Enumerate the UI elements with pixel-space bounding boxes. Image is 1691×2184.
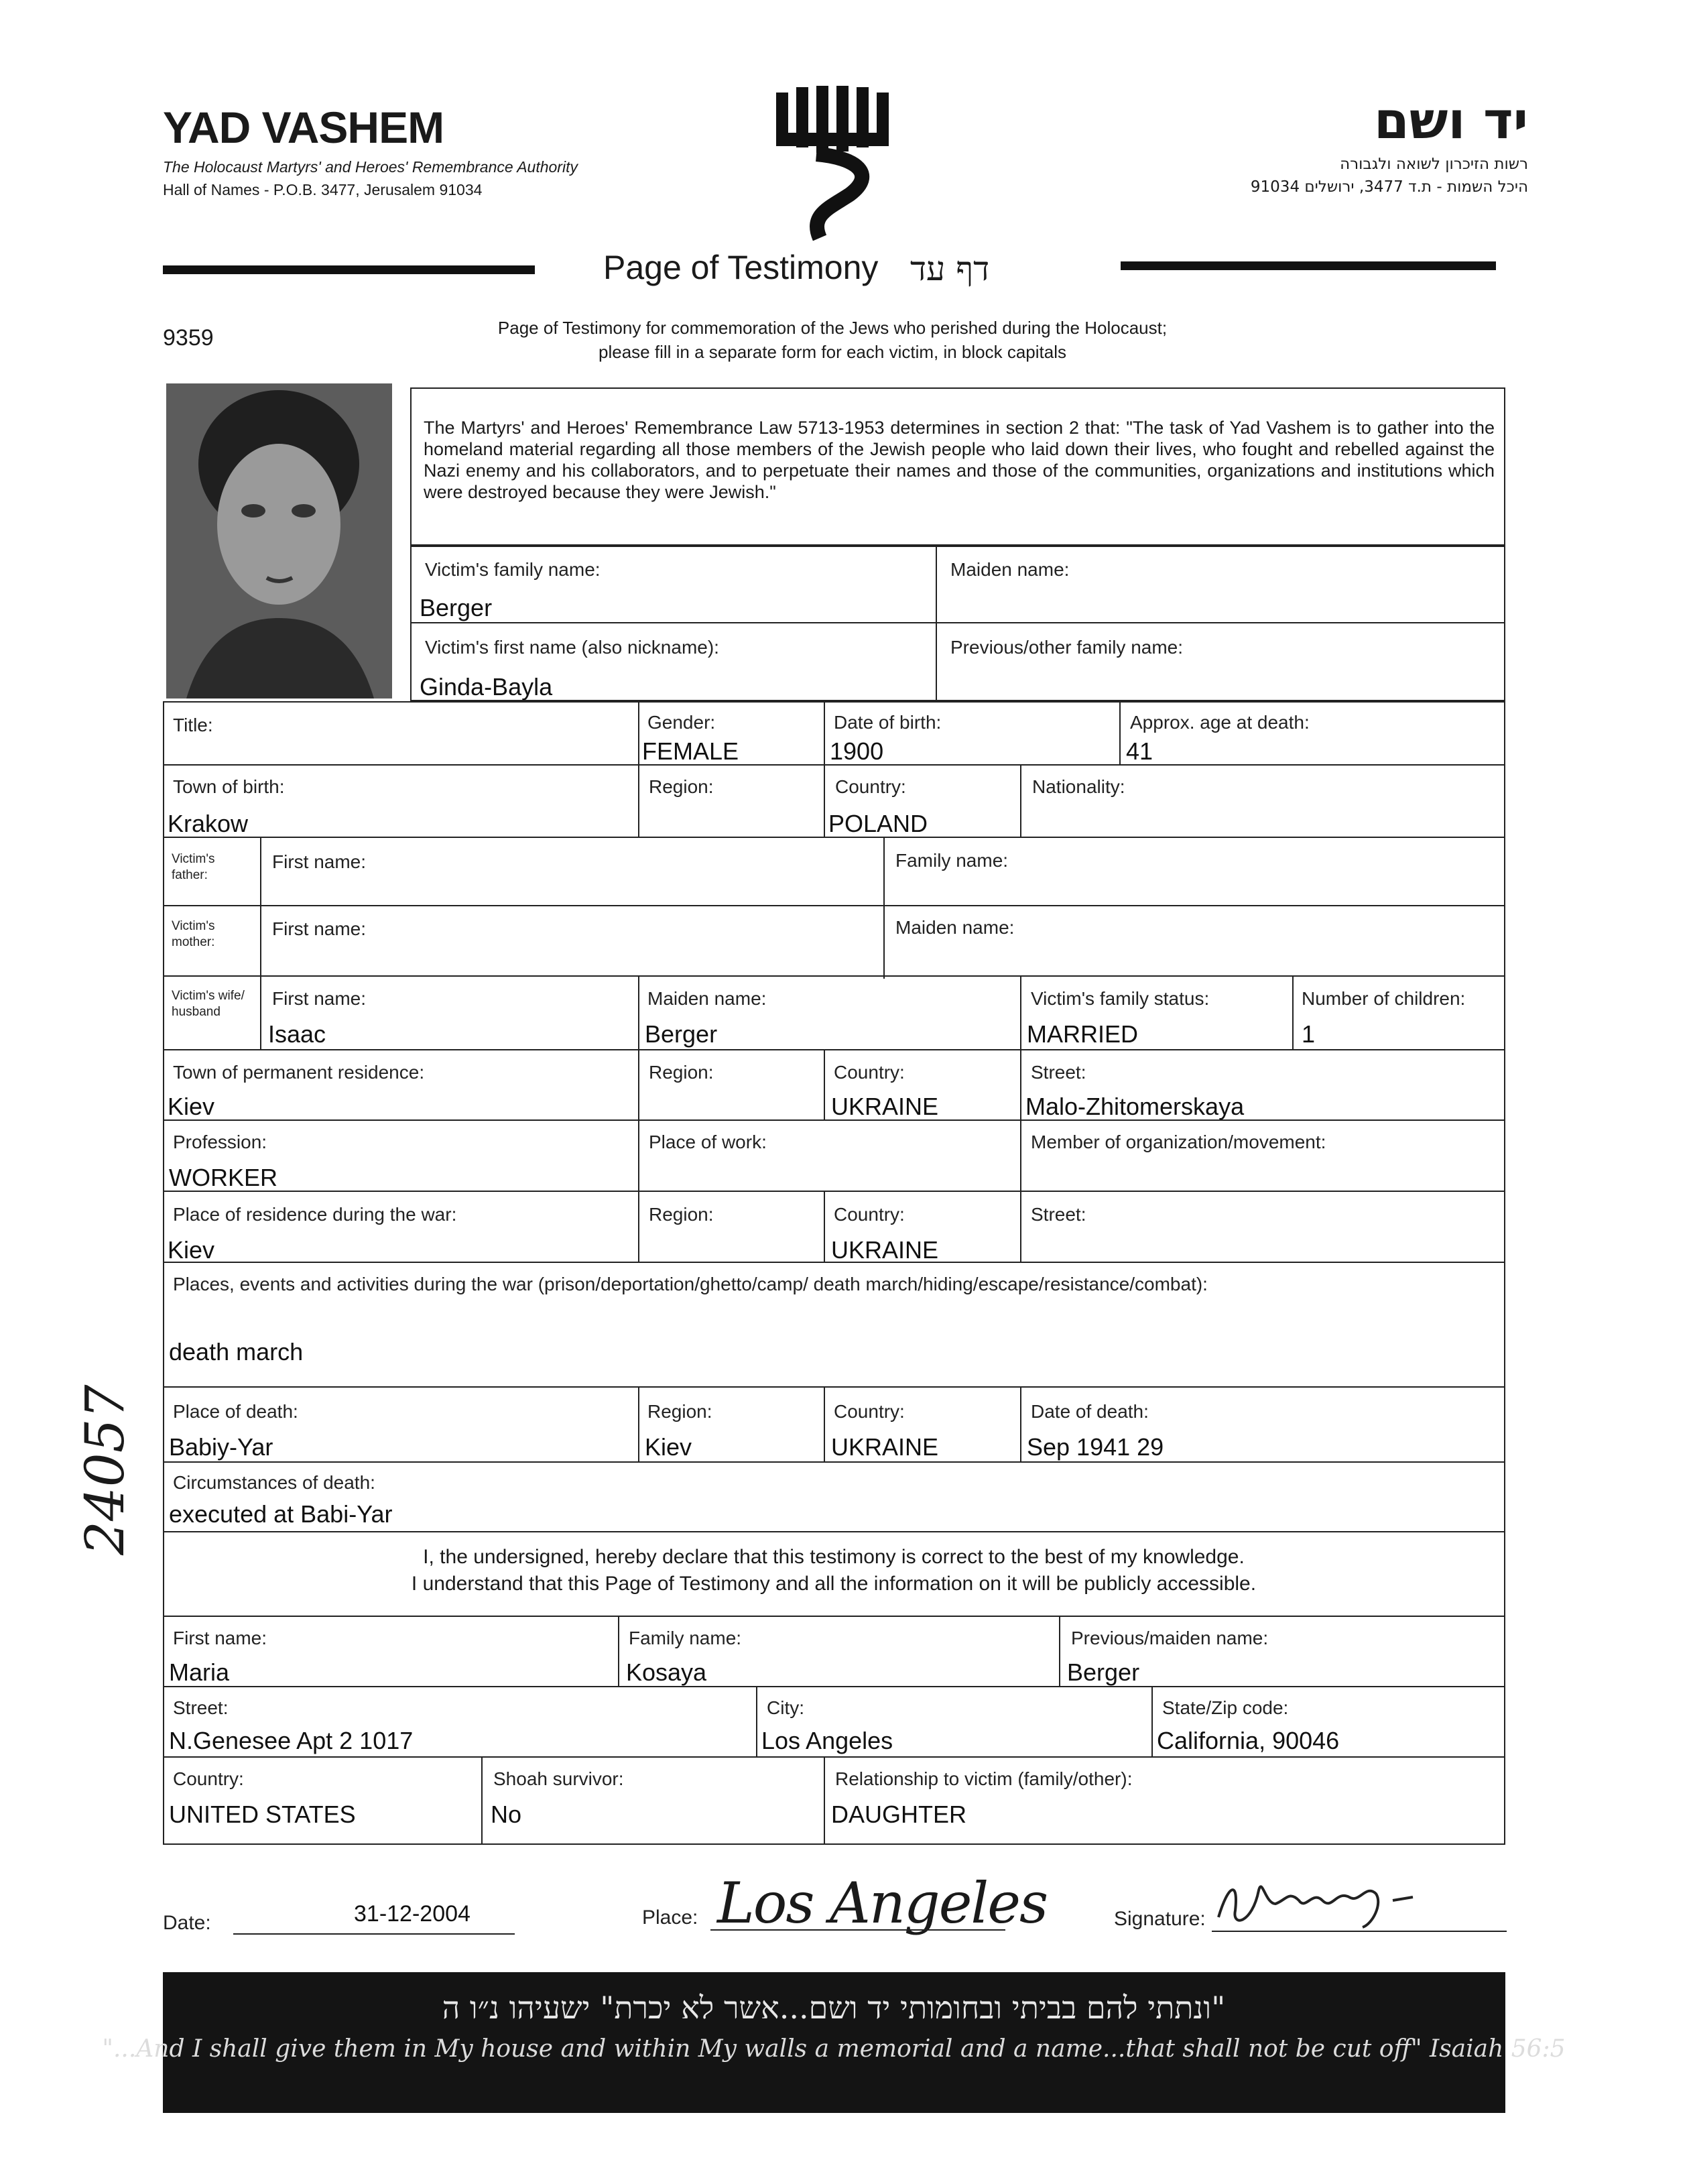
org-name: YAD VASHEM (163, 103, 444, 152)
survivor-value[interactable]: No (491, 1801, 522, 1828)
submitter-country-label: Country: (173, 1768, 244, 1789)
death-circumstances-label: Circumstances of death: (173, 1472, 375, 1493)
residence-region-label: Region: (649, 1062, 714, 1083)
residence-country-label: Country: (834, 1062, 905, 1083)
death-circumstances[interactable]: executed at Babi-Yar (169, 1500, 393, 1528)
org-name-hebrew: יד ושם (1373, 90, 1528, 150)
nationality-label: Nationality: (1032, 776, 1125, 797)
father-family-label: Family name: (895, 850, 1009, 871)
death-region-label: Region: (647, 1401, 712, 1422)
submitter-family-label: Family name: (629, 1628, 742, 1648)
mother-maiden-label: Maiden name: (895, 917, 1015, 938)
victim-first-name[interactable]: Ginda-Bayla (420, 673, 553, 701)
age-value[interactable]: 41 (1126, 737, 1153, 765)
victim-family-name-label: Victim's family name: (425, 559, 601, 580)
town-of-birth[interactable]: Krakow (168, 810, 249, 837)
org-subtitle-hebrew: רשות הזיכרון לשואה ולגבורה (1340, 156, 1528, 173)
death-place[interactable]: Babiy-Yar (169, 1433, 273, 1461)
events-value[interactable]: death march (169, 1338, 304, 1366)
war-residence[interactable]: Kiev (168, 1236, 215, 1264)
relationship-label: Relationship to victim (family/other): (835, 1768, 1133, 1789)
events-label: Places, events and activities during the war (prison/deportation/ghetto/camp/ death march/hiding/escape/resistance/combat): (173, 1274, 1208, 1294)
war-country-label: Country: (834, 1204, 905, 1225)
war-region-label: Region: (649, 1204, 714, 1225)
date-value[interactable]: 31-12-2004 (354, 1901, 471, 1927)
instruction-line1: Page of Testimony for commemoration of the Jews who perished during the Holocaust; (497, 318, 1168, 338)
submitter-state-label: State/Zip code: (1162, 1697, 1289, 1718)
org-address: Hall of Names - P.O.B. 3477, Jerusalem 91034 (163, 181, 483, 198)
submitter-first-label: First name: (173, 1628, 267, 1648)
children-label: Number of children: (1302, 988, 1466, 1009)
previous-name-label: Previous/other family name: (950, 637, 1184, 658)
gender-value[interactable]: FEMALE (642, 737, 739, 765)
profession[interactable]: WORKER (169, 1164, 277, 1191)
children-count[interactable]: 1 (1302, 1020, 1316, 1048)
death-region[interactable]: Kiev (645, 1433, 692, 1461)
birth-country[interactable]: POLAND (828, 810, 928, 837)
death-date[interactable]: Sep 1941 29 (1027, 1433, 1164, 1461)
declaration-line1: I, the undersigned, hereby declare that this testimony is correct to the best of my knowledge. (423, 1546, 1245, 1568)
gender-label: Gender: (647, 712, 716, 733)
header-rule-right (1121, 261, 1496, 270)
spouse-first-label: First name: (272, 988, 367, 1009)
spouse-first-name[interactable]: Isaac (268, 1020, 326, 1048)
age-label: Approx. age at death: (1130, 712, 1310, 733)
page-title: Page of Testimony (603, 249, 879, 286)
signature-label: Signature: (1114, 1908, 1206, 1930)
law-text: The Martyrs' and Heroes' Remembrance Law 5713-1953 determines in section 2 that: "The task of Yad Vashem is to gather into the homeland material regarding all those members of the Jewish people who laid down their lives, who fought and rebelled against the Nazi enemy and his collaborators, and to perpetuate their names and those of the communities, organizations and institutions which were destroyed because they were Jewish." (424, 418, 1495, 502)
mother-first-label: First name: (272, 918, 367, 939)
spouse-maiden-label: Maiden name: (647, 988, 767, 1009)
instruction-line2: please fill in a separate form for each victim, in block capitals (599, 342, 1066, 362)
spouse-maiden-name[interactable]: Berger (645, 1020, 718, 1048)
submitter-city[interactable]: Los Angeles (761, 1727, 893, 1754)
victim-family-name[interactable]: Berger (420, 594, 493, 621)
place-label: Place: (642, 1906, 698, 1929)
father-side-label: Victim's father: (172, 852, 215, 882)
victim-photo (166, 383, 392, 699)
membership-label: Member of organization/movement: (1031, 1132, 1326, 1152)
submitter-street[interactable]: N.Genesee Apt 2 1017 (169, 1727, 414, 1754)
submitter-street-label: Street: (173, 1697, 229, 1718)
family-status-label: Victim's family status: (1031, 988, 1210, 1009)
work-place-label: Place of work: (649, 1132, 767, 1152)
submitter-prev-label: Previous/maiden name: (1071, 1628, 1269, 1648)
death-country[interactable]: UKRAINE (831, 1433, 939, 1461)
quote-english: "...And I shall give them in My house and within My walls a memorial and a name...that shall not be cut off" Isaiah 56:5 (102, 2035, 1566, 2063)
death-country-label: Country: (834, 1401, 905, 1422)
submitter-first-name[interactable]: Maria (169, 1658, 230, 1686)
residence-street[interactable]: Malo-Zhitomerskaya (1025, 1093, 1245, 1120)
submitter-state[interactable]: California, 90046 (1157, 1727, 1340, 1754)
residence-town[interactable]: Kiev (168, 1093, 215, 1120)
dob-value[interactable]: 1900 (830, 737, 884, 765)
mother-side-label: Victim's mother: (172, 919, 215, 949)
org-subtitle: The Holocaust Martyrs' and Heroes' Remembrance Authority (163, 158, 578, 176)
town-of-birth-label: Town of birth: (173, 776, 285, 797)
submitter-city-label: City: (767, 1697, 804, 1718)
war-residence-label: Place of residence during the war: (173, 1204, 457, 1225)
org-address-hebrew: היכל השמות - ת.ד 3477, ירושלים 91034 (1250, 178, 1528, 196)
submitter-prev-name[interactable]: Berger (1067, 1658, 1140, 1686)
document-number: 9359 (163, 325, 214, 351)
submitter-country[interactable]: UNITED STATES (169, 1801, 356, 1828)
family-status[interactable]: MARRIED (1027, 1020, 1139, 1048)
residence-country[interactable]: UKRAINE (831, 1093, 939, 1120)
title-label: Title: (173, 715, 213, 735)
header-rule-left (163, 265, 535, 274)
birth-region-label: Region: (649, 776, 714, 797)
survivor-label: Shoah survivor: (493, 1768, 624, 1789)
father-first-label: First name: (272, 851, 367, 872)
death-date-label: Date of death: (1031, 1401, 1149, 1422)
place-value[interactable]: Los Angeles (717, 1870, 1048, 1936)
death-place-label: Place of death: (173, 1401, 298, 1422)
relationship-value[interactable]: DAUGHTER (831, 1801, 967, 1828)
maiden-name-label: Maiden name: (950, 559, 1070, 580)
spouse-side-label: Victim's wife/ husband (172, 989, 245, 1019)
residence-street-label: Street: (1031, 1062, 1086, 1083)
submitter-family-name[interactable]: Kosaya (626, 1658, 707, 1686)
date-label: Date: (163, 1912, 211, 1934)
signature[interactable] (1212, 1864, 1453, 1937)
declaration-line2: I understand that this Page of Testimony and all the information on it will be publicly accessible. (411, 1573, 1257, 1595)
victim-first-name-label: Victim's first name (also nickname): (425, 637, 719, 658)
war-country[interactable]: UKRAINE (831, 1236, 939, 1264)
quote-hebrew: "ונתתי להם בביתי ובחומותי יד ושם...אשר לא יכרת" ישעיהו נ״ו ה (442, 1990, 1226, 2026)
page-title-hebrew: דף עד (910, 249, 990, 288)
handwritten-number: 24057 (74, 1384, 136, 1555)
yad-vashem-logo (769, 80, 903, 241)
profession-label: Profession: (173, 1132, 267, 1152)
birth-country-label: Country: (835, 776, 906, 797)
residence-town-label: Town of permanent residence: (173, 1062, 425, 1083)
dob-label: Date of birth: (834, 712, 942, 733)
war-street-label: Street: (1031, 1204, 1086, 1225)
